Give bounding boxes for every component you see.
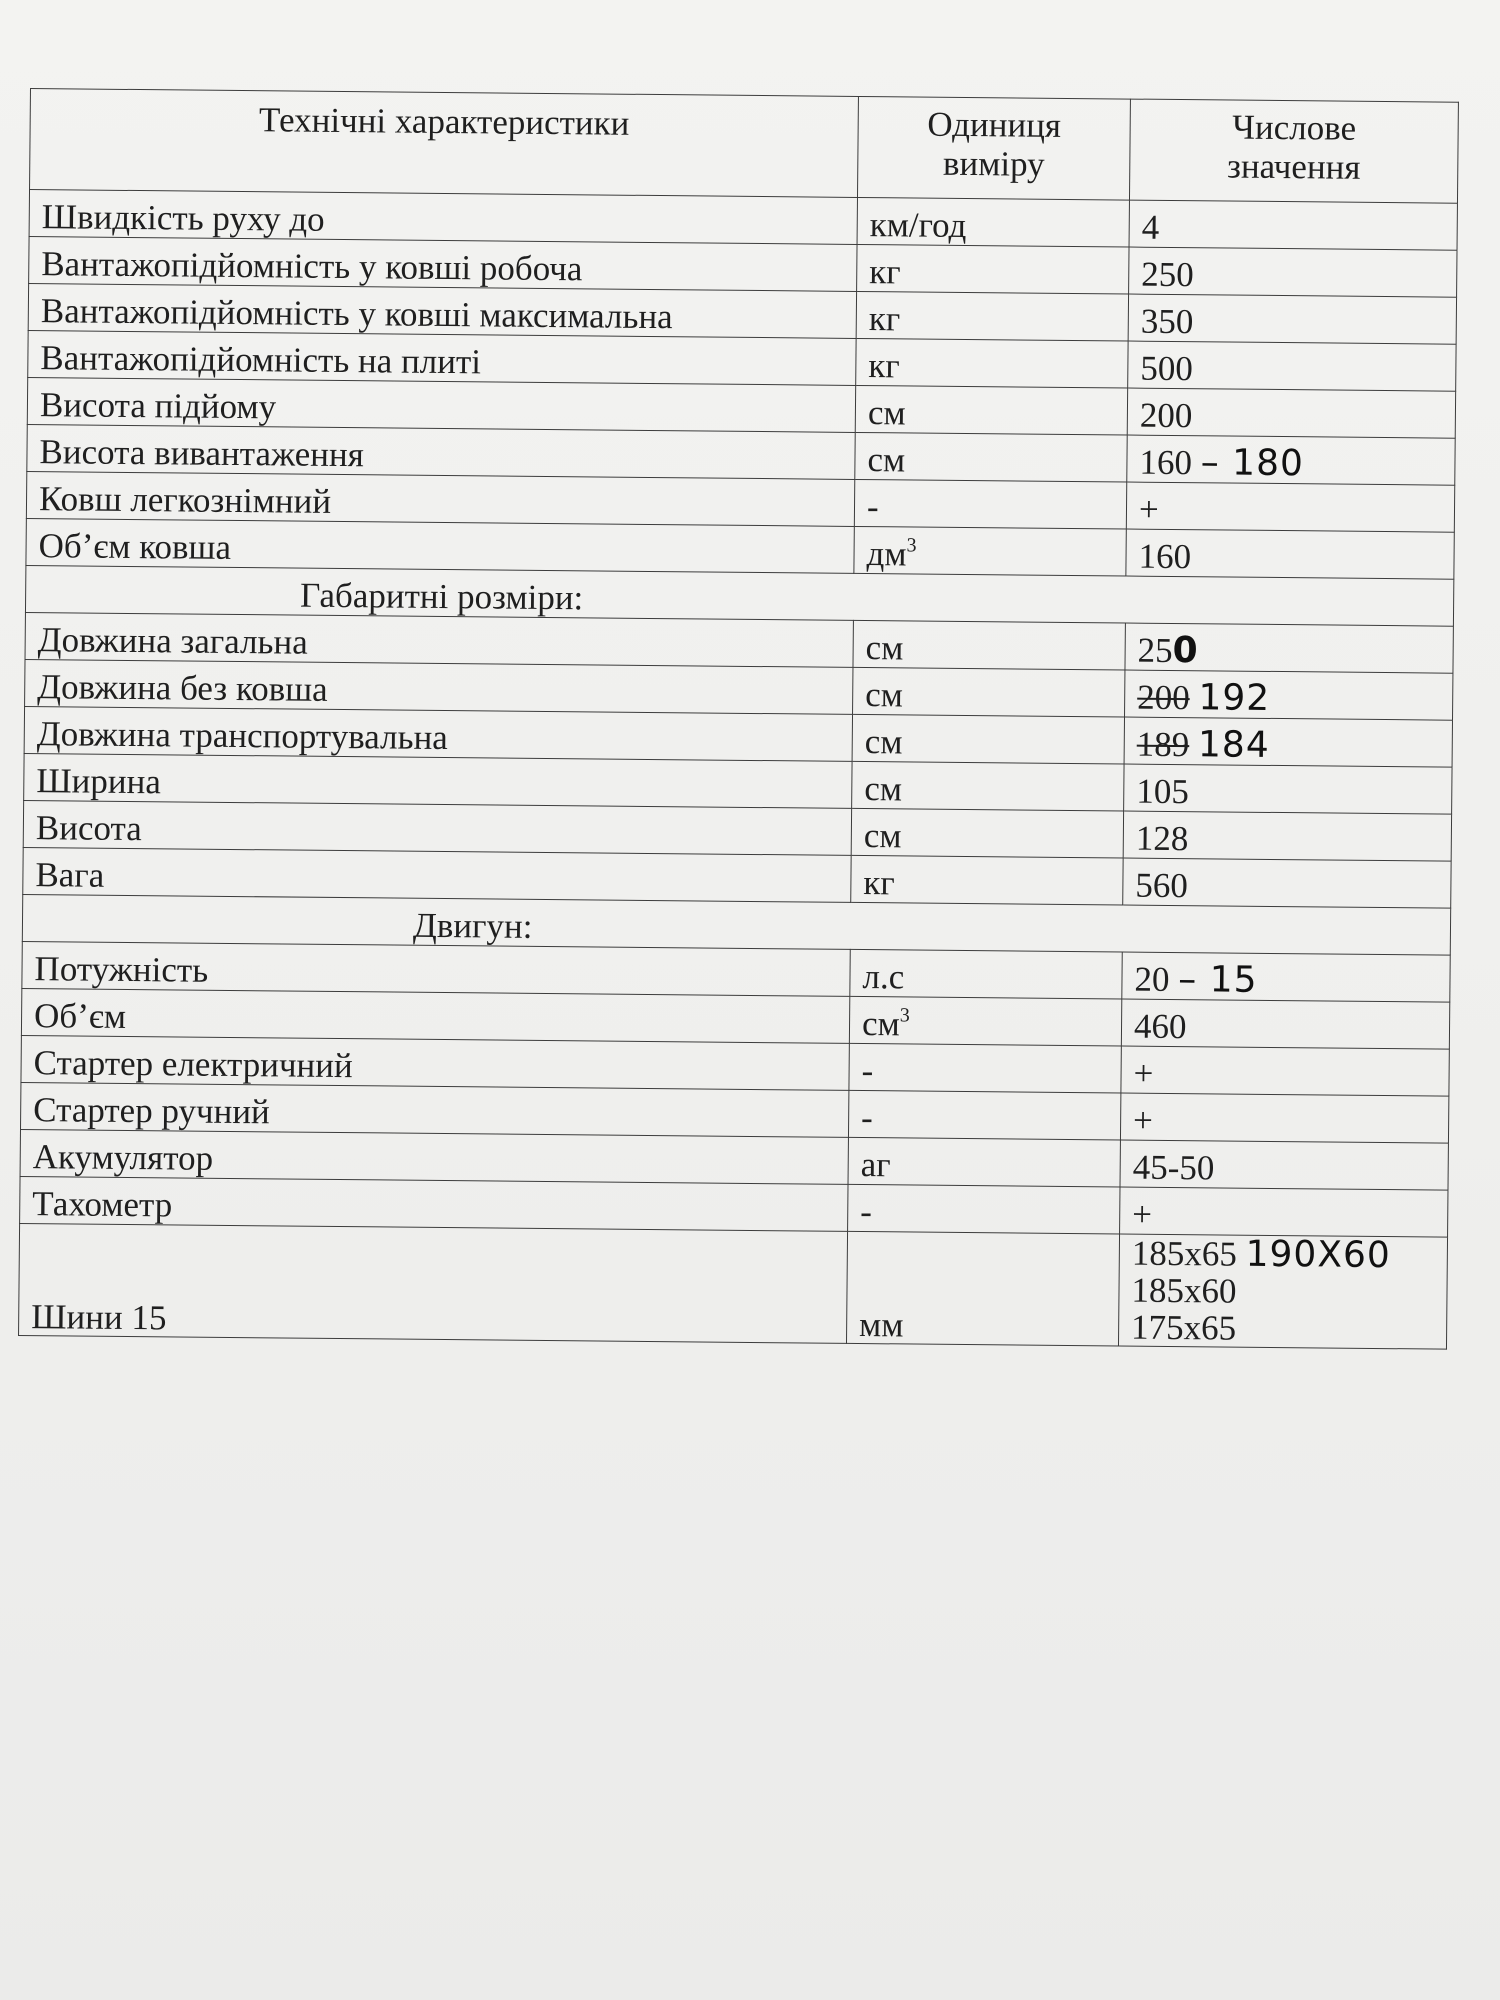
row-unit: дм [866, 534, 907, 574]
row-unit: кг [856, 291, 1128, 341]
section-heading: Габаритні розміри: [299, 575, 584, 618]
row-unit: кг [857, 244, 1129, 294]
row-unit: см [855, 385, 1127, 435]
row-value: 500 [1128, 341, 1456, 391]
row-unit: см [853, 667, 1125, 717]
row-name: Потужність [22, 941, 850, 996]
row-name: Ширина [24, 753, 852, 808]
handwritten-correction: 0 [1172, 630, 1199, 672]
row-value: + [1120, 1187, 1448, 1237]
row-value: 200 [1127, 388, 1455, 438]
row-name: Шини 15 [19, 1223, 848, 1343]
tire-value-line [1132, 1235, 1435, 1276]
row-unit: - [848, 1090, 1120, 1140]
handwritten-value: 192 [1198, 677, 1271, 720]
unit-superscript: 3 [906, 534, 917, 557]
row-name: Висота вивантаження [27, 424, 855, 479]
row-name: Довжина транспортувальна [24, 706, 852, 761]
handwritten-value: 190X60 [1245, 1233, 1391, 1277]
row-name: Довжина загальна [25, 612, 853, 667]
row-value: 105 [1124, 764, 1452, 814]
struck-value: 189 [1136, 724, 1190, 765]
row-value: 160 [1139, 442, 1193, 483]
unit-superscript: 3 [899, 1004, 910, 1027]
row-unit: - [848, 1184, 1120, 1234]
row-value: + [1120, 1093, 1448, 1143]
row-name: Вантажопідйомність у ковші максимальна [28, 283, 856, 338]
header-unit-text: Одиниця виміру [927, 104, 1062, 184]
row-name: Довжина без ковша [25, 659, 853, 714]
row-unit: см [852, 761, 1124, 811]
row-unit: - [854, 479, 1126, 529]
spec-table [18, 88, 1459, 1350]
row-value: + [1126, 482, 1454, 532]
row-unit: см [861, 1004, 900, 1044]
struck-value: 200 [1137, 677, 1190, 718]
row-unit: мм [846, 1231, 1119, 1346]
row-value: 350 [1128, 294, 1456, 344]
tire-value: 185x60 [1131, 1270, 1237, 1311]
row-value-cell [1125, 670, 1453, 720]
row-name: Вага [23, 847, 851, 902]
row-unit: см [852, 714, 1124, 764]
row-name: Об’єм ковша [26, 518, 854, 573]
row-value: 25 [1137, 630, 1173, 671]
row-name: Висота підйому [27, 377, 855, 432]
row-unit: кг [856, 338, 1128, 388]
row-value-cell [1124, 717, 1452, 767]
row-name: Тахометр [20, 1176, 848, 1231]
handwritten-value: – 180 [1200, 442, 1305, 485]
header-unit [857, 96, 1130, 200]
row-value: + [1121, 1046, 1449, 1096]
tire-value: 185x65 [1131, 1233, 1238, 1274]
row-unit: аг [848, 1137, 1120, 1187]
row-unit: км/год [857, 197, 1129, 247]
tire-value-line [1131, 1309, 1434, 1349]
tire-value: 175x65 [1130, 1307, 1237, 1348]
row-unit-cell [854, 526, 1126, 576]
row-unit: см [853, 620, 1125, 670]
header-characteristics: Технічні характеристики [30, 89, 859, 198]
handwritten-value: – 15 [1178, 959, 1258, 1002]
row-name: Вантажопідйомність у ковші робоча [29, 236, 857, 291]
row-value: 460 [1121, 999, 1449, 1049]
row-unit: см [851, 808, 1123, 858]
row-name: Акумулятор [20, 1129, 848, 1184]
row-value: 20 [1134, 959, 1170, 1000]
header-value [1129, 99, 1458, 203]
row-name: Швидкість руху до [29, 190, 857, 245]
row-unit: л.с [850, 949, 1122, 999]
row-name: Стартер електричний [21, 1035, 849, 1090]
row-name: Об’єм [21, 988, 849, 1043]
tire-value-line [1131, 1272, 1434, 1312]
row-name: Вантажопідйомність на плиті [28, 330, 856, 385]
handwritten-value: 184 [1197, 724, 1270, 767]
header-value-text: Числове значення [1226, 107, 1361, 187]
row-value: 4 [1129, 200, 1457, 250]
row-unit: см [855, 432, 1127, 482]
row-unit: - [849, 1043, 1121, 1093]
row-value-cell [1125, 623, 1453, 673]
row-value: 250 [1129, 247, 1457, 297]
row-value: 128 [1123, 811, 1451, 861]
row-value: 160 [1126, 529, 1454, 579]
header-row [30, 89, 1459, 204]
row-name: Висота [23, 800, 851, 855]
row-unit-cell [849, 996, 1121, 1046]
table-row-tires [19, 1223, 1448, 1349]
section-heading: Двигун: [412, 905, 533, 947]
row-value-cell [1127, 435, 1455, 485]
row-value: 560 [1123, 858, 1451, 908]
row-value-cell [1122, 952, 1450, 1002]
row-name: Стартер ручний [21, 1082, 849, 1137]
row-unit: кг [851, 855, 1123, 905]
row-name: Ковш легкознімний [26, 471, 854, 526]
tire-values-cell [1118, 1234, 1447, 1349]
row-value: 45-50 [1120, 1140, 1448, 1190]
